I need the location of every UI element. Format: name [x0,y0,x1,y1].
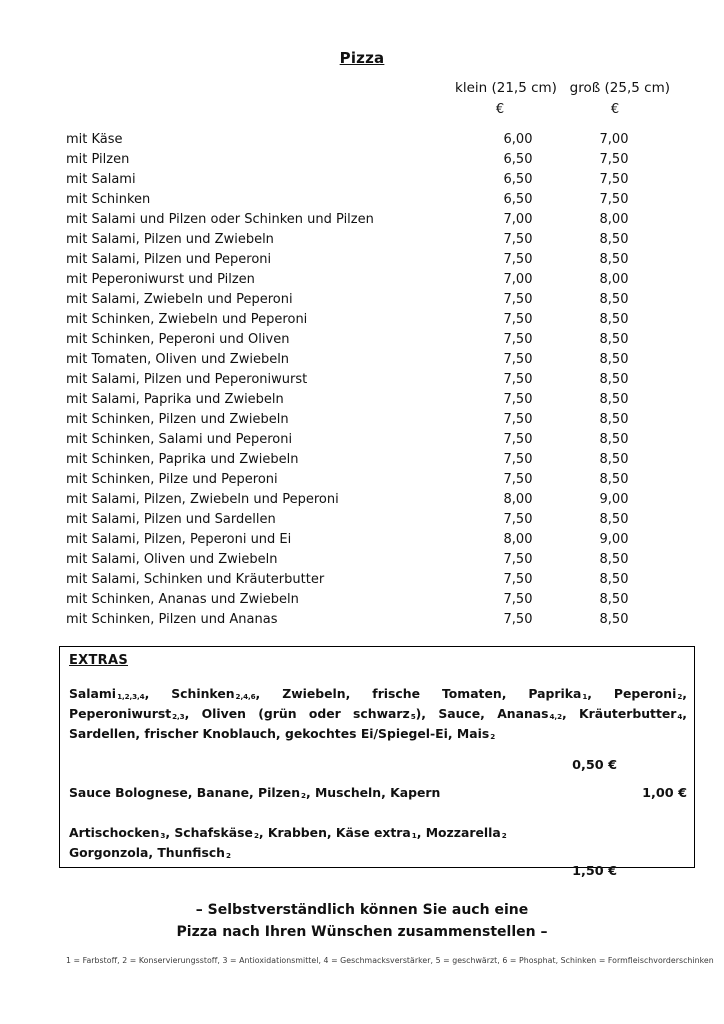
table-row [66,410,658,430]
table-row [66,350,658,370]
price-large: 8,50 [599,572,629,587]
pizza-name: mit Peperoniwurst und Pilzen [66,272,255,287]
additives-legend: 1 = Farbstoff, 2 = Konservierungsstoff, 3 = Antioxidationsmittel, 4 = Geschmacksverstärker, 5 = geschwärzt, 6 = Phosphat, Schinken = Formfleischvorderschinken [66,956,714,965]
pizza-name: mit Salami, Pilzen und Peperoniwurst [66,372,308,387]
price-large: 9,00 [599,532,629,547]
price-large: 8,00 [599,212,629,227]
pizza-name: mit Schinken, Ananas und Zwiebeln [66,592,299,607]
price-small: 8,00 [503,532,533,547]
pizza-name: mit Salami, Pilzen, Zwiebeln und Peperoni [66,492,339,507]
column-header-large: groß (25,5 cm) [569,80,670,96]
page-title [0,49,724,67]
price-large: 8,00 [599,272,629,287]
slogan-line-2: Pizza nach Ihren Wünschen zusammenstellen – [176,924,548,940]
currency-row [440,102,670,117]
price-small: 7,50 [503,252,533,267]
price-large: 8,50 [599,392,629,407]
table-row [66,370,658,390]
pizza-name: mit Schinken, Zwiebeln und Peperoni [66,312,308,327]
table-row [66,450,658,470]
pizza-name: mit Salami, Oliven und Zwiebeln [66,552,278,567]
price-small: 7,50 [503,412,533,427]
price-large: 8,50 [599,252,629,267]
table-row [66,530,658,550]
price-small: 7,50 [503,332,533,347]
table-row [66,250,658,270]
price-large: 8,50 [599,352,629,367]
price-small: 7,50 [503,452,533,467]
table-row [66,310,658,330]
pizza-price-table [66,130,658,630]
pizza-name: mit Pilzen [66,152,130,167]
extras-title: EXTRAS [69,653,129,668]
extras-group-1 [69,685,687,773]
slogan-line-1: – Selbstverständlich können Sie auch eine [195,902,529,918]
price-small: 6,50 [503,192,533,207]
pizza-name: mit Schinken, Paprika und Zwiebeln [66,452,299,467]
page-title-text: Pizza [339,49,385,67]
table-row [66,590,658,610]
currency-symbol-small: € [495,102,505,117]
price-column-headers [455,80,670,96]
extras-group-3 [69,824,687,879]
table-row [66,470,658,490]
extras-group-1-text: Salami$^{1,2,3,4}$, Schinken$^{2,4,6}$, Zwiebeln, frische Tomaten, Paprika$^1$, Peperoni$^2$, Peperoniwurst$^{2,3}$, Oliven (grün oder schwarz$^5$), Sauce, Ananas$^{4,2}$, Kräuterbutter$^4$, Sardellen, frischer Knoblauch, gekochtes Ei/Spiegel-Ei, Mais$^2$ [69,686,688,741]
pizza-table-body [66,130,658,630]
price-small: 7,50 [503,572,533,587]
pizza-name: mit Salami, Zwiebeln und Peperoni [66,292,293,307]
extras-group-3-text: Artischocken$^3$, Schafskäse$^2$, Krabben, Käse extra$^1$, Mozzarella$^2$ Gorgonzola, Thunfisch$^2$ [69,825,507,860]
table-row [66,330,658,350]
table-row [66,550,658,570]
price-large: 7,50 [599,152,629,167]
price-small: 6,50 [503,152,533,167]
table-row [66,570,658,590]
pizza-name: mit Salami, Pilzen und Peperoni [66,252,272,267]
column-header-small: klein (21,5 cm) [455,80,557,96]
table-row [66,430,658,450]
price-small: 7,50 [503,232,533,247]
pizza-name: mit Salami und Pilzen oder Schinken und Pilzen [66,212,374,227]
price-large: 8,50 [599,312,629,327]
price-small: 7,50 [503,292,533,307]
table-row [66,170,658,190]
extras-group-3-price: 1,50 € [572,864,617,879]
price-small: 7,50 [503,352,533,367]
price-large: 8,50 [599,412,629,427]
price-small: 6,50 [503,172,533,187]
price-small: 7,00 [503,272,533,287]
pizza-name: mit Salami, Paprika und Zwiebeln [66,392,284,407]
table-row [66,290,658,310]
price-small: 7,00 [503,212,533,227]
currency-symbol-large: € [610,102,620,117]
table-row [66,610,658,630]
price-large: 7,00 [599,132,629,147]
price-large: 8,50 [599,232,629,247]
pizza-name: mit Schinken [66,192,151,207]
pizza-name: mit Salami, Pilzen, Peperoni und Ei [66,532,292,547]
pizza-name: mit Schinken, Salami und Peperoni [66,432,293,447]
price-large: 8,50 [599,432,629,447]
price-large: 8,50 [599,452,629,467]
custom-pizza-slogan [0,899,724,943]
price-small: 7,50 [503,592,533,607]
table-row [66,230,658,250]
pizza-name: mit Schinken, Pilze und Peperoni [66,472,278,487]
pizza-name: mit Schinken, Peperoni und Oliven [66,332,290,347]
table-row [66,190,658,210]
pizza-name: mit Salami, Pilzen und Sardellen [66,512,276,527]
price-large: 8,50 [599,332,629,347]
price-large: 8,50 [599,292,629,307]
table-row [66,130,658,150]
price-large: 8,50 [599,552,629,567]
extras-group-2-text: Sauce Bolognese, Banane, Pilzen$^2$, Muscheln, Kapern [69,785,441,800]
price-small: 6,00 [503,132,533,147]
extras-group-2 [69,784,687,804]
pizza-name: mit Schinken, Pilzen und Zwiebeln [66,412,289,427]
extras-group-2-price: 1,00 € [642,786,687,801]
pizza-name: mit Schinken, Pilzen und Ananas [66,612,278,627]
price-large: 8,50 [599,472,629,487]
price-large: 8,50 [599,612,629,627]
pizza-name: mit Käse [66,132,123,147]
price-small: 7,50 [503,552,533,567]
extras-box [59,646,695,879]
table-row [66,150,658,170]
table-row [66,270,658,290]
pizza-name: mit Salami, Pilzen und Zwiebeln [66,232,274,247]
price-small: 8,00 [503,492,533,507]
price-small: 7,50 [503,472,533,487]
price-large: 7,50 [599,172,629,187]
price-small: 7,50 [503,392,533,407]
price-large: 9,00 [599,492,629,507]
price-small: 7,50 [503,612,533,627]
price-large: 8,50 [599,592,629,607]
price-small: 7,50 [503,372,533,387]
price-small: 7,50 [503,312,533,327]
price-large: 8,50 [599,372,629,387]
table-row [66,390,658,410]
extras-group-1-price: 0,50 € [572,758,617,773]
price-large: 8,50 [599,512,629,527]
price-small: 7,50 [503,432,533,447]
price-small: 7,50 [503,512,533,527]
pizza-name: mit Salami [66,172,136,187]
table-row [66,490,658,510]
price-large: 7,50 [599,192,629,207]
pizza-name: mit Salami, Schinken und Kräuterbutter [66,572,325,587]
pizza-name: mit Tomaten, Oliven und Zwiebeln [66,352,290,367]
table-row [66,510,658,530]
table-row [66,210,658,230]
